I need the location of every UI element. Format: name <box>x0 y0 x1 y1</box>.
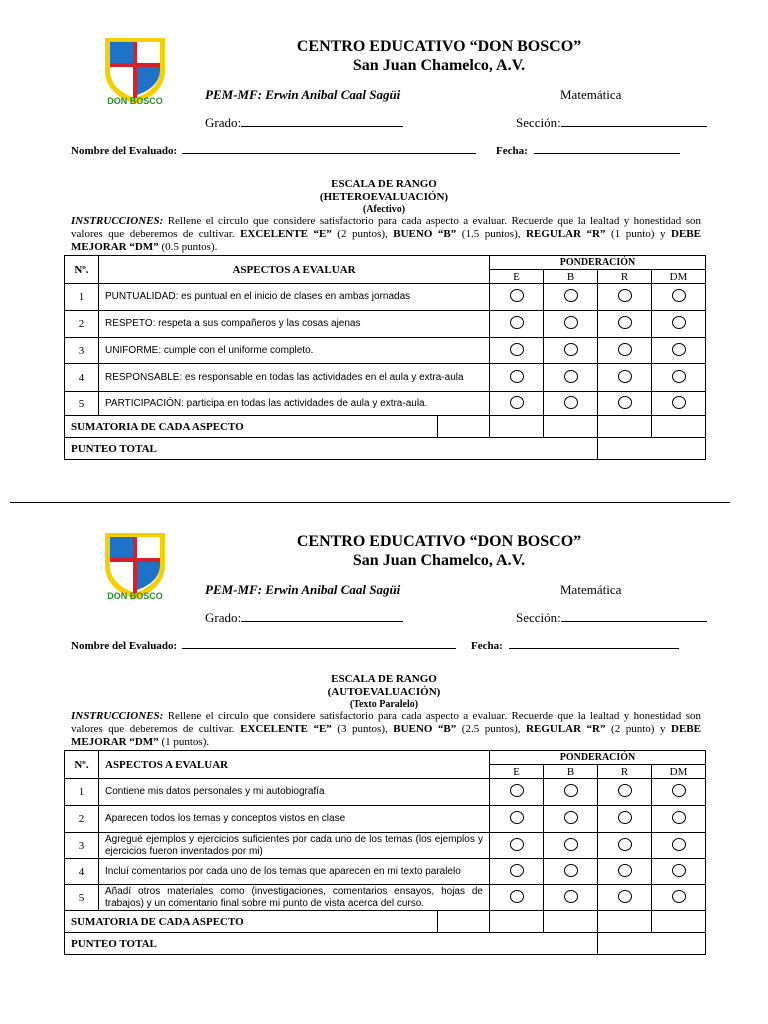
table-row <box>65 338 706 364</box>
sum-cell[interactable] <box>438 911 490 933</box>
col-ponderacion-header: PONDERACIÓN <box>490 751 706 765</box>
instructions-label: INSTRUCCIONES: <box>71 215 164 227</box>
radio-b[interactable] <box>564 289 578 302</box>
radio-e[interactable] <box>510 890 524 903</box>
level-dm-points: (1 puntos). <box>158 736 210 748</box>
radio-b[interactable] <box>564 343 578 356</box>
row-number: 2 <box>65 806 99 833</box>
total-row <box>65 933 706 955</box>
radio-b[interactable] <box>564 811 578 824</box>
grado-field[interactable] <box>205 114 403 131</box>
level-r-points: (1 punto) y <box>605 228 671 240</box>
radio-r[interactable] <box>618 784 632 797</box>
level-r-label: REGULAR “R” <box>526 228 606 240</box>
radio-dm[interactable] <box>672 316 686 329</box>
aspect-text: Agregué ejemplos y ejercicios suficientes por cada uno de los temas (los ejemplos y ejercicios fueron inventados por mi) <box>99 833 490 859</box>
nombre-label: Nombre del Evaluado: <box>71 145 178 157</box>
radio-r[interactable] <box>618 890 632 903</box>
table-row <box>65 806 706 833</box>
fecha-label: Fecha: <box>471 640 503 652</box>
sum-cell[interactable] <box>438 416 490 438</box>
grado-field[interactable] <box>205 609 403 626</box>
total-label: PUNTEO TOTAL <box>65 933 598 955</box>
sum-cell-e[interactable] <box>490 911 544 933</box>
table-row <box>65 311 706 338</box>
total-label: PUNTEO TOTAL <box>65 438 598 460</box>
radio-r[interactable] <box>618 396 632 409</box>
school-name: CENTRO EDUCATIVO “DON BOSCO” <box>296 533 582 550</box>
seccion-line[interactable] <box>561 114 707 127</box>
radio-r[interactable] <box>618 864 632 877</box>
level-r-header: R <box>598 270 652 284</box>
radio-r[interactable] <box>618 811 632 824</box>
radio-b[interactable] <box>564 838 578 851</box>
level-b-points: (2.5 puntos), <box>456 723 527 735</box>
level-b-header: B <box>544 765 598 779</box>
radio-e[interactable] <box>510 289 524 302</box>
sum-cell-b[interactable] <box>544 911 598 933</box>
form-subtitle: (HETEROEVALUACIÓN) <box>319 191 449 203</box>
radio-e[interactable] <box>510 838 524 851</box>
level-r-points: (2 punto) y <box>605 723 671 735</box>
level-dm-points: (0.5 puntos). <box>158 241 218 253</box>
row-number: 3 <box>65 833 99 859</box>
row-number: 3 <box>65 338 99 364</box>
radio-b[interactable] <box>564 864 578 877</box>
col-num-header: Nº. <box>65 256 99 284</box>
level-e-header: E <box>490 765 544 779</box>
subject-name: Matemática <box>560 87 622 102</box>
sum-cell-r[interactable] <box>598 911 652 933</box>
sum-cell-dm[interactable] <box>652 416 706 438</box>
table-row <box>65 885 706 911</box>
nombre-field[interactable] <box>71 141 476 157</box>
level-b-label: BUENO “B” <box>393 228 457 240</box>
form-title: ESCALA DE RANGO <box>331 178 437 190</box>
aspect-text: RESPONSABLE: es responsable en todas las actividades en el aula y extra-aula <box>99 364 490 392</box>
level-b-points: (1.5 puntos), <box>456 228 527 240</box>
radio-b[interactable] <box>564 784 578 797</box>
school-location: San Juan Chamelco, A.V. <box>352 552 526 569</box>
seccion-field[interactable] <box>516 609 707 626</box>
radio-dm[interactable] <box>672 396 686 409</box>
form-subsubtitle: (Afectivo) <box>362 204 406 215</box>
radio-e[interactable] <box>510 343 524 356</box>
col-aspects-header: ASPECTOS A EVALUAR <box>99 256 490 284</box>
radio-e[interactable] <box>510 811 524 824</box>
instructions <box>71 215 701 254</box>
level-e-points: (3 puntos), <box>331 723 394 735</box>
radio-dm[interactable] <box>672 370 686 383</box>
row-number: 1 <box>65 779 99 806</box>
radio-dm[interactable] <box>672 890 686 903</box>
teacher-name: PEM-MF: Erwin Anibal Caal Sagüi <box>205 582 401 597</box>
table-row <box>65 833 706 859</box>
radio-b[interactable] <box>564 890 578 903</box>
radio-dm[interactable] <box>672 289 686 302</box>
rubric-table <box>64 255 706 460</box>
table-row <box>65 859 706 885</box>
sum-cell-dm[interactable] <box>652 911 706 933</box>
radio-e[interactable] <box>510 864 524 877</box>
row-number: 4 <box>65 859 99 885</box>
grado-line[interactable] <box>241 609 403 622</box>
sum-row <box>65 416 706 438</box>
nombre-field[interactable] <box>71 636 456 652</box>
aspect-text: Añadí otros materiales como (investigaciones, comentarios ensayos, hojas de trabajos) y un comentario final sobre mi punto de vista acerca del curso. <box>99 885 490 911</box>
grado-label: Grado: <box>205 115 242 130</box>
level-b-header: B <box>544 270 598 284</box>
radio-r[interactable] <box>618 370 632 383</box>
table-row <box>65 364 706 392</box>
radio-dm[interactable] <box>672 864 686 877</box>
level-e-points: (2 puntos), <box>331 228 394 240</box>
radio-e[interactable] <box>510 784 524 797</box>
sum-cell-e[interactable] <box>490 416 544 438</box>
radio-dm[interactable] <box>672 784 686 797</box>
sum-label: SUMATORIA DE CADA ASPECTO <box>65 911 438 933</box>
level-r-label: REGULAR “R” <box>526 723 606 735</box>
fecha-label: Fecha: <box>496 145 528 157</box>
row-number: 5 <box>65 392 99 416</box>
sum-cell-b[interactable] <box>544 416 598 438</box>
col-num-header: Nº. <box>65 751 99 779</box>
radio-e[interactable] <box>510 396 524 409</box>
total-cell[interactable] <box>598 438 706 460</box>
fecha-line[interactable] <box>509 636 679 649</box>
school-location: San Juan Chamelco, A.V. <box>352 57 526 74</box>
radio-r[interactable] <box>618 289 632 302</box>
form-title: ESCALA DE RANGO <box>331 673 437 685</box>
aspect-text: Incluí comentarios por cada uno de los temas que aparecen en mi texto paralelo <box>99 859 490 885</box>
seccion-label: Sección: <box>516 610 561 625</box>
teacher-name: PEM-MF: Erwin Anibal Caal Sagüi <box>205 87 401 102</box>
total-row <box>65 438 706 460</box>
aspect-text: PARTICIPACIÓN: participa en todas las actividades de aula y extra-aula. <box>99 392 490 416</box>
form-separator <box>10 502 730 503</box>
level-dm-header: DM <box>652 270 706 284</box>
grado-label: Grado: <box>205 610 242 625</box>
nombre-line[interactable] <box>182 636 456 649</box>
aspect-text: PUNTUALIDAD: es puntual en el inicio de clases en ambas jornadas <box>99 284 490 311</box>
row-number: 4 <box>65 364 99 392</box>
level-e-label: EXCELENTE “E” <box>240 723 332 735</box>
school-name: CENTRO EDUCATIVO “DON BOSCO” <box>296 38 582 55</box>
radio-b[interactable] <box>564 396 578 409</box>
sum-label: SUMATORIA DE CADA ASPECTO <box>65 416 438 438</box>
instructions-text: Rellene el circulo que considere satisfactorio para cada aspecto a evaluar. Recuerde que la lealtad y honestidad son valores que deberemos de cultivar. <box>71 215 701 240</box>
level-e-label: EXCELENTE “E” <box>240 228 332 240</box>
aspect-text: RESPETO: respeta a sus compañeros y las cosas ajenas <box>99 311 490 338</box>
level-dm-label: DEBE MEJORAR “DM” <box>71 228 701 253</box>
aspect-text: Aparecen todos los temas y conceptos vistos en clase <box>99 806 490 833</box>
level-dm-label: DEBE MEJORAR “DM” <box>71 723 701 748</box>
form-subtitle: (AUTOEVALUACIÓN) <box>327 686 441 698</box>
sum-cell-r[interactable] <box>598 416 652 438</box>
logo-text: DON BOSCO <box>107 591 163 601</box>
table-row <box>65 779 706 806</box>
level-e-header: E <box>490 270 544 284</box>
instructions-label: INSTRUCCIONES: <box>71 710 164 722</box>
logo-text: DON BOSCO <box>107 96 163 106</box>
level-dm-header: DM <box>652 765 706 779</box>
grado-line[interactable] <box>241 114 403 127</box>
fecha-field[interactable] <box>471 636 679 652</box>
radio-b[interactable] <box>564 370 578 383</box>
radio-r[interactable] <box>618 316 632 329</box>
table-row <box>65 392 706 416</box>
row-number: 1 <box>65 284 99 311</box>
fecha-line[interactable] <box>534 141 680 154</box>
nombre-label: Nombre del Evaluado: <box>71 640 178 652</box>
seccion-label: Sección: <box>516 115 561 130</box>
fecha-field[interactable] <box>496 141 680 157</box>
aspect-text: UNIFORME: cumple con el uniforme completo. <box>99 338 490 364</box>
radio-r[interactable] <box>618 838 632 851</box>
radio-dm[interactable] <box>672 811 686 824</box>
nombre-line[interactable] <box>182 141 476 154</box>
instructions-text: Rellene el circulo que considere satisfactorio para cada aspecto a evaluar. Recuerde que la lealtad y honestidad son valores que deberemos de cultivar. <box>71 710 701 735</box>
radio-e[interactable] <box>510 370 524 383</box>
rubric-table <box>64 750 706 955</box>
sum-row <box>65 911 706 933</box>
level-b-label: BUENO “B” <box>393 723 457 735</box>
row-number: 5 <box>65 885 99 911</box>
radio-dm[interactable] <box>672 343 686 356</box>
aspect-text: Contiene mis datos personales y mi autobiografía <box>99 779 490 806</box>
row-number: 2 <box>65 311 99 338</box>
radio-dm[interactable] <box>672 838 686 851</box>
radio-r[interactable] <box>618 343 632 356</box>
radio-e[interactable] <box>510 316 524 329</box>
instructions <box>71 710 701 749</box>
seccion-line[interactable] <box>561 609 707 622</box>
col-ponderacion-header: PONDERACIÓN <box>490 256 706 270</box>
subject-name: Matemática <box>560 582 622 597</box>
level-r-header: R <box>598 765 652 779</box>
table-row <box>65 284 706 311</box>
col-aspects-header: ASPECTOS A EVALUAR <box>99 751 490 779</box>
seccion-field[interactable] <box>516 114 707 131</box>
form-subsubtitle: (Texto Paralelo) <box>349 699 419 710</box>
radio-b[interactable] <box>564 316 578 329</box>
total-cell[interactable] <box>598 933 706 955</box>
